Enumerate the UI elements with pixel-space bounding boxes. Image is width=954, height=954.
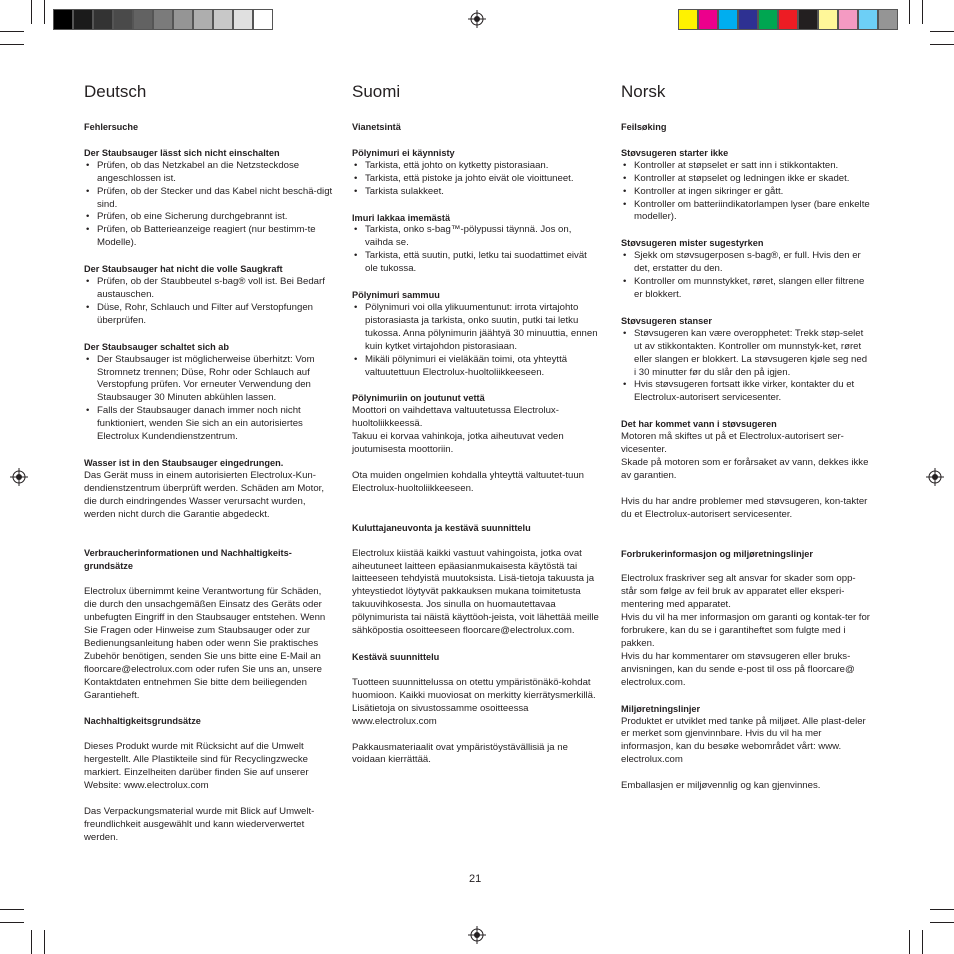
paragraph: Tuotteen suunnittelussa on otettu ympäristönäkö-kohdat huomioon. Kaikki muoviosat on merkitty kierrätysmerkillä. Lisätietoja on sivustossamme osoitteessa www.electrolux.com	[352, 676, 596, 727]
paragraph: Motoren må skiftes ut på et Electrolux-autorisert ser-vicesenter.	[621, 431, 844, 456]
language-heading: Deutsch	[84, 82, 147, 101]
color-swatch	[798, 9, 818, 30]
gray-swatch	[193, 9, 213, 30]
section-heading: Støvsugeren mister sugestyrken	[621, 238, 764, 249]
section-heading: Støvsugeren starter ikke	[621, 147, 729, 158]
crop-mark	[31, 930, 32, 954]
registration-mark-icon	[468, 10, 486, 28]
section-heading: Vianetsintä	[352, 122, 401, 132]
gray-swatch	[153, 9, 173, 30]
list-item: • Tarkista, onko s-bag™-pölypussi täynnä. Jos on, vaihda se.	[352, 224, 602, 250]
list-item: • Sjekk om støvsugerposen s-bag®, er full. Hvis den er det, erstatter du den.	[621, 250, 871, 276]
section-heading: Kuluttajaneuvonta ja kestävä suunnittelu	[352, 522, 531, 533]
bullet-list	[621, 328, 871, 405]
color-swatch	[878, 9, 898, 30]
list-item: • Pölynimuri voi olla ylikuumentunut: irrota virtajohto pistorasiasta ja tarkista, onko suutin, putki tai letku tukossa. Anna pölynimurin jäähtyä 30 minuuttia, ennen kuin kytket virtajohdon pistorasiaan.	[352, 302, 602, 354]
list-item: • Prüfen, ob das Netzkabel an die Netzsteckdose angeschlossen ist.	[84, 160, 334, 186]
gray-swatch	[173, 9, 193, 30]
section-heading: Fehlersuche	[84, 122, 139, 132]
bullet-list	[84, 354, 334, 444]
crop-mark	[0, 922, 24, 923]
gray-swatch	[133, 9, 153, 30]
bullet-list	[84, 160, 334, 250]
paragraph: Electrolux fraskriver seg alt ansvar for skader som opp-står som følge av feil bruk av apparatet eller eksperi-mentering med apparatet.	[621, 573, 856, 611]
paragraph: Hvis du vil ha mer informasjon om garanti og kontak-ter for forbrukere, kan du se i garantiheftet som fulgte med i pakken.	[621, 612, 871, 649]
paragraph: Dieses Produkt wurde mit Rücksicht auf die Umwelt hergestellt. Alle Plastikteile sind für Recyclingzwecke markiert. Einzelheiten darüber finden Sie auf unserer Website: www.electrolux.com	[84, 741, 309, 792]
paragraph: Das Verpackungsmaterial wurde mit Blick auf Umwelt-freundlichkeit ausgewählt und kann wiederverwertet werden.	[84, 805, 315, 843]
list-item: • Kontroller om batteriindikatorlampen lyser (bare enkelte modeller).	[621, 199, 871, 225]
section-heading: Der Staubsauger hat nicht die volle Saugkraft	[84, 264, 283, 275]
registration-mark-icon	[926, 468, 944, 486]
crop-mark	[930, 922, 954, 923]
section-heading: Forbrukerinformasjon og miljøretningslinjer	[621, 548, 813, 559]
gray-swatch	[233, 9, 253, 30]
color-swatch	[678, 9, 698, 30]
list-item: • Tarkista sulakkeet.	[352, 186, 602, 199]
section-heading: Der Staubsauger lässt sich nicht einschalten	[84, 147, 280, 158]
section-heading: Feilsøking	[621, 122, 667, 132]
bullet-list	[621, 160, 871, 225]
section-heading: Wasser ist in den Staubsauger eingedrungen.	[84, 457, 284, 468]
grayscale-color-bar	[53, 9, 273, 30]
list-item: • Kontroller at støpselet er satt inn i stikkontakten.	[621, 160, 871, 173]
list-item: • Tarkista, että suutin, putki, letku tai suodattimet eivät ole tukossa.	[352, 250, 602, 276]
section-heading: Miljøretningslinjer	[621, 703, 701, 714]
crop-mark	[0, 44, 24, 45]
gray-swatch	[113, 9, 133, 30]
process-color-bar	[678, 9, 898, 30]
section-heading: Pölynimuri sammuu	[352, 290, 440, 301]
list-item: • Prüfen, ob eine Sicherung durchgebrannt ist.	[84, 211, 334, 224]
crop-mark	[44, 0, 45, 24]
crop-mark	[0, 31, 24, 32]
list-item: • Kontroller om munnstykket, røret, slangen eller filtrene er blokkert.	[621, 276, 871, 302]
list-item: • Tarkista, että pistoke ja johto eivät ole vioittuneet.	[352, 173, 602, 186]
page-number: 21	[469, 873, 482, 885]
paragraph: Hvis du har kommentarer om støvsugeren eller bruks-anvisningen, kan du sende e-post til oss på floorcare@ electrolux.com.	[621, 650, 855, 688]
color-swatch	[778, 9, 798, 30]
column-deutsch	[84, 82, 334, 845]
paragraph: Das Gerät muss in einem autorisierten Electrolux-Kun-dendienstzentrum überprüft werden. Schäden am Motor, die durch eindringendes Wasser verursacht wurden, werden nicht durch die Garantie abgedeckt.	[84, 469, 324, 520]
crop-mark	[930, 909, 954, 910]
list-item: • Støvsugeren kan være overopphetet: Trekk støp-selet ut av stikkontakten. Kontroller om munnstyk-ket, røret eller slangen er blokkert. La støvsugeren kjøle seg ned i 30 minutter før du slår den på igjen.	[621, 328, 871, 380]
crop-mark	[909, 0, 910, 24]
section-heading: Pölynimuri ei käynnisty	[352, 147, 455, 158]
section-heading: Kestävä suunnittelu	[352, 652, 440, 662]
paragraph: Produktet er utviklet med tanke på miljøet. Alle plast-deler er merket som gjenvinnbare. Hvis du vil ha mer informasjon, kan du besøke webområdet vårt: www. electrolux.com	[621, 715, 866, 766]
color-swatch	[698, 9, 718, 30]
crop-mark	[0, 909, 24, 910]
paragraph: Pakkausmateriaalit ovat ympäristöystävällisiä ja ne voidaan kierrättää.	[352, 741, 568, 766]
list-item: • Hvis støvsugeren fortsatt ikke virker, kontakter du et Electrolux-autorisert servicesenter.	[621, 379, 871, 405]
crop-mark	[930, 31, 954, 32]
color-swatch	[718, 9, 738, 30]
list-item: • Prüfen, ob der Stecker und das Kabel nicht beschä-digt sind.	[84, 186, 334, 212]
language-heading: Norsk	[621, 82, 666, 101]
paragraph: Electrolux übernimmt keine Verantwortung für Schäden, die durch den unsachgemäßen Einsatz des Geräts oder unbefugten Eingriff in den Staubsauger entstehen. Wenn Sie Fragen oder Hinweise zum Staubsauger oder zur Bedienungsanleitung haben oder wenn Sie praktisches Zubehör benötigen, senden Sie uns bitte eine E-Mail an floorcare@electrolux.com oder rufen Sie uns an, unsere Kontaktdaten entnehmen Sie bitte dem beiliegenden Garantieheft.	[84, 586, 326, 701]
paragraph: Electrolux kiistää kaikki vastuut vahingoista, jotka ovat aiheutuneet laitteen epäasianmukaisesta käytöstä tai laitteeseen tehdyistä muutoksista. Lisä-tietoja takuusta ja yhteystiedot löytyvät pakkauksen mukana toimitetusta takuuvihkosesta. Jos sinulla on huomautettavaa pölynimurista tai näistä käyttöoh-jeista, voit lähettää meille sähköpostia osoitteeseen floorcare@electrolux.com.	[352, 547, 599, 637]
crop-mark	[930, 44, 954, 45]
paragraph: Takuu ei korvaa vahinkoja, jotka aiheutuvat veden joutumisesta moottoriin.	[352, 431, 564, 456]
registration-mark-icon	[10, 468, 28, 486]
bullet-list	[352, 160, 602, 199]
gray-swatch	[93, 9, 113, 30]
column-norsk	[621, 82, 871, 793]
bullet-list	[352, 302, 602, 379]
paragraph: Skade på motoren som er forårsaket av vann, dekkes ikke av garantien.	[621, 456, 869, 481]
color-swatch	[758, 9, 778, 30]
gray-swatch	[73, 9, 93, 30]
language-heading: Suomi	[352, 82, 401, 101]
crop-mark	[31, 0, 32, 24]
section-heading: Verbraucherinformationen und Nachhaltigkeits-grundsätze	[84, 548, 292, 572]
list-item: • Kontroller at ingen sikringer er gått.	[621, 186, 871, 199]
list-item: • Der Staubsauger ist möglicherweise überhitzt: Vom Stromnetz trennen; Düse, Rohr oder Schlauch auf Verstopfung prüfen. Vor erneuter Verwendung den Staubsauger 30 Minuten abkühlen lassen.	[84, 354, 334, 406]
section-heading: Pölynimuriin on joutunut vettä	[352, 393, 485, 404]
list-item: • Prüfen, ob der Staubbeutel s-bag® voll ist. Bei Bedarf austauschen.	[84, 276, 334, 302]
list-item: • Prüfen, ob Batterieanzeige reagiert (nur bestimm-te Modelle).	[84, 224, 334, 250]
section-heading: Nachhaltigkeitsgrundsätze	[84, 716, 201, 727]
section-heading: Det har kommet vann i støvsugeren	[621, 419, 777, 430]
crop-mark	[922, 0, 923, 24]
bullet-list	[352, 224, 602, 276]
paragraph: Moottori on vaihdettava valtuutetussa Electrolux-huoltoliikkeessä.	[352, 405, 559, 430]
list-item: • Tarkista, että johto on kytketty pistorasiaan.	[352, 160, 602, 173]
column-suomi	[352, 82, 602, 767]
section-heading: Støvsugeren stanser	[621, 315, 712, 326]
color-swatch	[858, 9, 878, 30]
gray-swatch	[213, 9, 233, 30]
registration-mark-icon	[468, 926, 486, 944]
gray-swatch	[253, 9, 273, 30]
crop-mark	[909, 930, 910, 954]
list-item: • Düse, Rohr, Schlauch und Filter auf Verstopfungen überprüfen.	[84, 302, 334, 328]
crop-mark	[922, 930, 923, 954]
color-swatch	[738, 9, 758, 30]
bullet-list	[621, 250, 871, 302]
bullet-list	[84, 276, 334, 328]
section-heading: Der Staubsauger schaltet sich ab	[84, 341, 230, 352]
crop-mark	[44, 930, 45, 954]
color-swatch	[838, 9, 858, 30]
color-swatch	[818, 9, 838, 30]
list-item: • Falls der Staubsauger danach immer noch nicht funktioniert, wenden Sie sich an ein autorisiertes Electrolux Kundendienstzentrum.	[84, 405, 334, 444]
list-item: • Kontroller at støpselet og ledningen ikke er skadet.	[621, 173, 871, 186]
section-heading: Imuri lakkaa imemästä	[352, 212, 451, 223]
list-item: • Mikäli pölynimuri ei vieläkään toimi, ota yhteyttä valtuutettuun Electrolux-huoltoliikkeeseen.	[352, 354, 602, 380]
paragraph: Ota muiden ongelmien kohdalla yhteyttä valtuutet-tuun Electrolux-huoltoliikkeeseen.	[352, 469, 584, 494]
paragraph: Emballasjen er miljøvennlig og kan gjenvinnes.	[621, 780, 821, 792]
gray-swatch	[53, 9, 73, 30]
paragraph: Hvis du har andre problemer med støvsugeren, kon-takter du et Electrolux-autorisert servicesenter.	[621, 495, 868, 520]
